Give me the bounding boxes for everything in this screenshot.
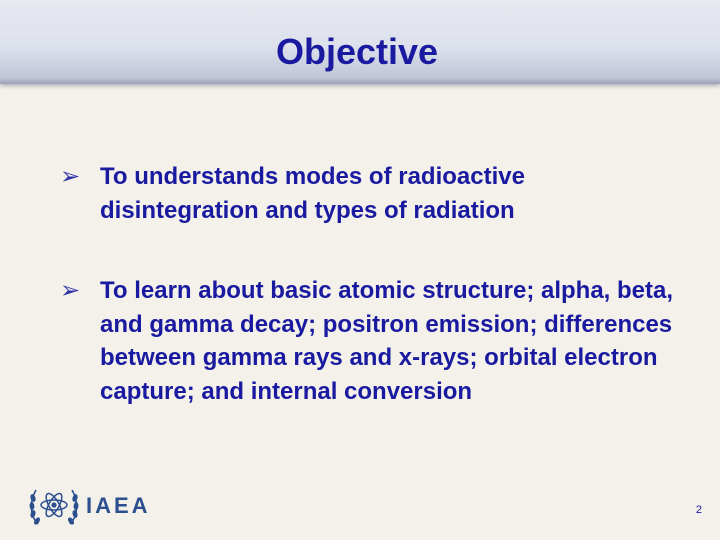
arrow-bullet-icon: ➢ [60,276,81,304]
bullet-item [60,274,690,408]
bullet-text: To learn about basic atomic structure; alpha, beta, and gamma decay; positron emission; differences between gamma rays and x-rays; orbital electron capture; and internal conversion [100,277,674,405]
iaea-emblem-icon [26,478,82,534]
bullet-item [60,160,690,227]
iaea-logo-text: IAEA [86,493,151,518]
page-number: 2 [695,504,702,516]
slide-title: Objective [275,31,439,72]
bullet-text: To understands modes of radioactive disintegration and types of radiation [100,163,525,224]
title-bar [0,0,720,84]
iaea-logo [26,478,151,534]
arrow-bullet-icon: ➢ [60,162,81,190]
